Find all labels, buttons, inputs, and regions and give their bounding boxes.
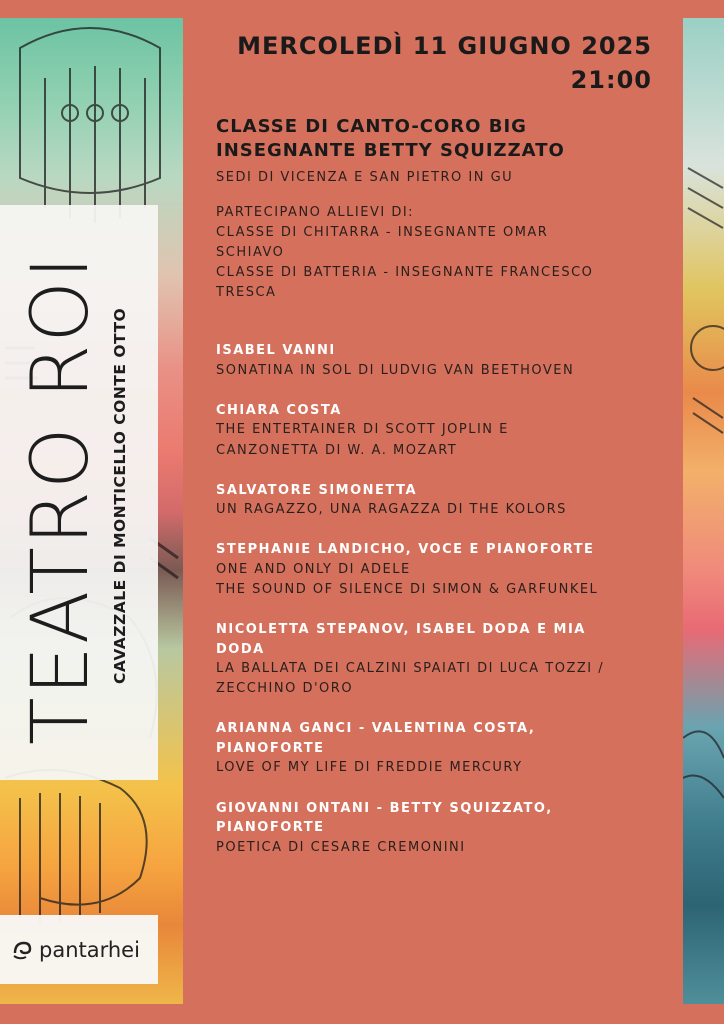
piece-title: LA BALLATA DEI CALZINI SPAIATI DI LUCA TOZZI / [216,661,605,677]
program-list [216,341,666,857]
performer-name: STEPHANIE LANDICHO, VOCE E PIANOFORTE [216,542,595,558]
program-item [216,719,666,778]
headline-line-2: INSEGNANTE BETTY SQUIZZATO [216,140,565,162]
event-date: MERCOLEDÌ 11 GIUGNO 2025 [237,32,652,60]
performer-name: ARIANNA GANCI - VALENTINA COSTA, [216,721,536,737]
participants-line: CLASSE DI BATTERIA - INSEGNANTE FRANCESCO [216,265,594,281]
performer-name: CHIARA COSTA [216,402,342,418]
piece-title: THE ENTERTAINER DI SCOTT JOPLIN E [216,422,509,438]
performer-name: SALVATORE SIMONETTA [216,482,418,498]
program-item [216,341,666,381]
participants-line: SCHIAVO [216,244,285,260]
headline-line-1: CLASSE DI CANTO-CORO BIG [216,116,527,137]
participants-block [216,203,666,304]
piece-title: UN RAGAZZO, UNA RAGAZZA DI THE KOLORS [216,502,567,518]
piece-title: THE SOUND OF SILENCE DI SIMON & GARFUNKEL [216,582,599,597]
piece-title: SONATINA IN SOL DI LUDVIG VAN BEETHOVEN [216,362,575,378]
wave-logo-icon [12,939,34,961]
venue-address: CAVAZZALE DI MONTICELLO CONTE OTTO [111,307,129,684]
piece-title: LOVE OF MY LIFE DI FREDDIE MERCURY [216,760,523,776]
program-item [216,620,666,699]
piece-title: ONE AND ONLY DI ADELE [216,561,411,577]
program-item [216,540,666,600]
program-item [216,799,666,858]
locations-text: SEDI DI VICENZA E SAN PIETRO IN GU [216,169,514,185]
performer-name: PIANOFORTE [216,820,325,836]
performer-name: ISABEL VANNI [216,343,336,359]
piece-title: CANZONETTA DI W. A. MOZART [216,442,458,458]
decorative-artwork-right [683,18,724,1004]
participants-line: CLASSE DI CHITARRA - INSEGNANTE OMAR [216,224,549,240]
performer-name: PIANOFORTE [216,740,325,756]
guitar-illustration [683,18,724,1004]
performer-name: NICOLETTA STEPANOV, ISABEL DODA E MIA [216,622,586,638]
program-content [216,115,666,878]
headline [216,115,666,164]
performer-name: GIOVANNI ONTANI - BETTY SQUIZZATO, [216,800,553,816]
venue-name: TEATRO ROI [16,254,106,745]
participants-line: TRESCA [216,285,277,301]
piece-title: ZECCHINO D'ORO [216,681,354,697]
event-time: 21:00 [570,65,652,94]
participants-intro: PARTECIPANO ALLIEVI DI: [216,204,415,220]
performer-name: DODA [216,641,265,657]
program-item [216,481,666,521]
event-datetime [237,30,652,97]
brand-logo [0,915,158,984]
program-item [216,401,666,461]
piece-title: POETICA DI CESARE CREMONINI [216,839,466,855]
brand-name: pantarhei [39,937,140,962]
